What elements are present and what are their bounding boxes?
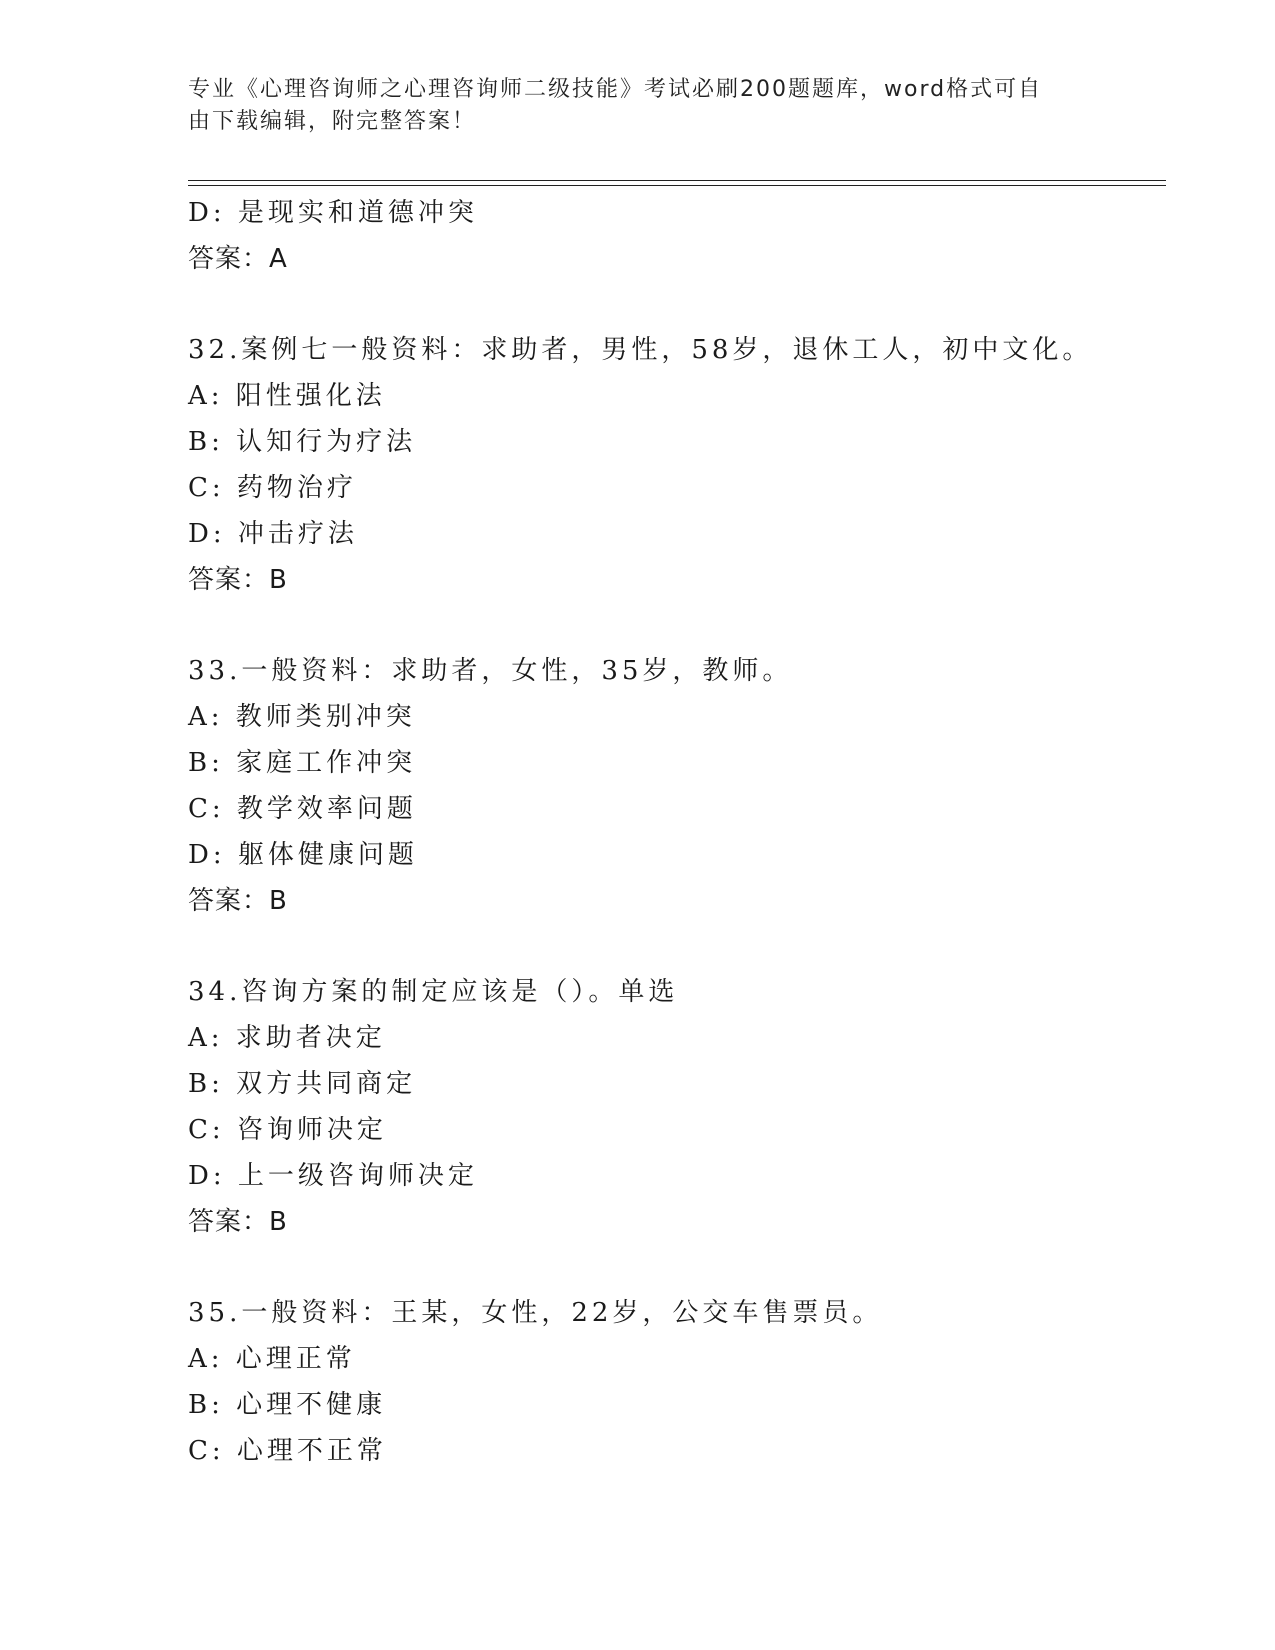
- q33-option-c: C: 教学效率问题: [188, 794, 417, 824]
- q33-option-d: D: 躯体健康问题: [188, 840, 418, 870]
- q33-option-b: B: 家庭工作冲突: [188, 748, 417, 778]
- q35-option-c: C: 心理不正常: [188, 1436, 387, 1466]
- q33-stem: 33.一般资料：求助者，女性，35岁，教师。: [188, 656, 793, 686]
- q32-option-a: A: 阳性强化法: [188, 381, 386, 411]
- q34-option-b: B: 双方共同商定: [188, 1069, 417, 1099]
- q32-answer: 答案：B: [188, 565, 288, 595]
- prev-answer: 答案：A: [188, 244, 288, 274]
- q35-option-b: B: 心理不健康: [188, 1390, 387, 1420]
- q32-option-d: D: 冲击疗法: [188, 519, 358, 549]
- header-rule-bottom: [188, 185, 1166, 186]
- document-header: [188, 74, 1088, 138]
- q32-option-b: B: 认知行为疗法: [188, 427, 417, 457]
- q34-answer: 答案：B: [188, 1207, 288, 1237]
- q32-stem: 32.案例七一般资料：求助者，男性，58岁，退休工人，初中文化。: [188, 335, 1093, 365]
- q35-stem: 35.一般资料：王某，女性，22岁，公交车售票员。: [188, 1298, 883, 1328]
- header-line-1: 专业《心理咨询师之心理咨询师二级技能》考试必刷200题题库，word格式可自: [188, 77, 1043, 102]
- question-list: [188, 190, 1148, 1474]
- prev-option-d: D: 是现实和道德冲突: [188, 198, 478, 228]
- q32-option-c: C: 药物治疗: [188, 473, 357, 503]
- q35-option-a: A: 心理正常: [188, 1344, 356, 1374]
- q33-option-a: A: 教师类别冲突: [188, 702, 416, 732]
- header-line-2: 由下载编辑，附完整答案！: [188, 109, 477, 134]
- q33-answer: 答案：B: [188, 886, 288, 916]
- q34-stem: 34.咨询方案的制定应该是（）。单选: [188, 977, 679, 1007]
- header-rule-top: [188, 180, 1166, 181]
- q34-option-c: C: 咨询师决定: [188, 1115, 387, 1145]
- q34-option-d: D: 上一级咨询师决定: [188, 1161, 478, 1191]
- q34-option-a: A: 求助者决定: [188, 1023, 386, 1053]
